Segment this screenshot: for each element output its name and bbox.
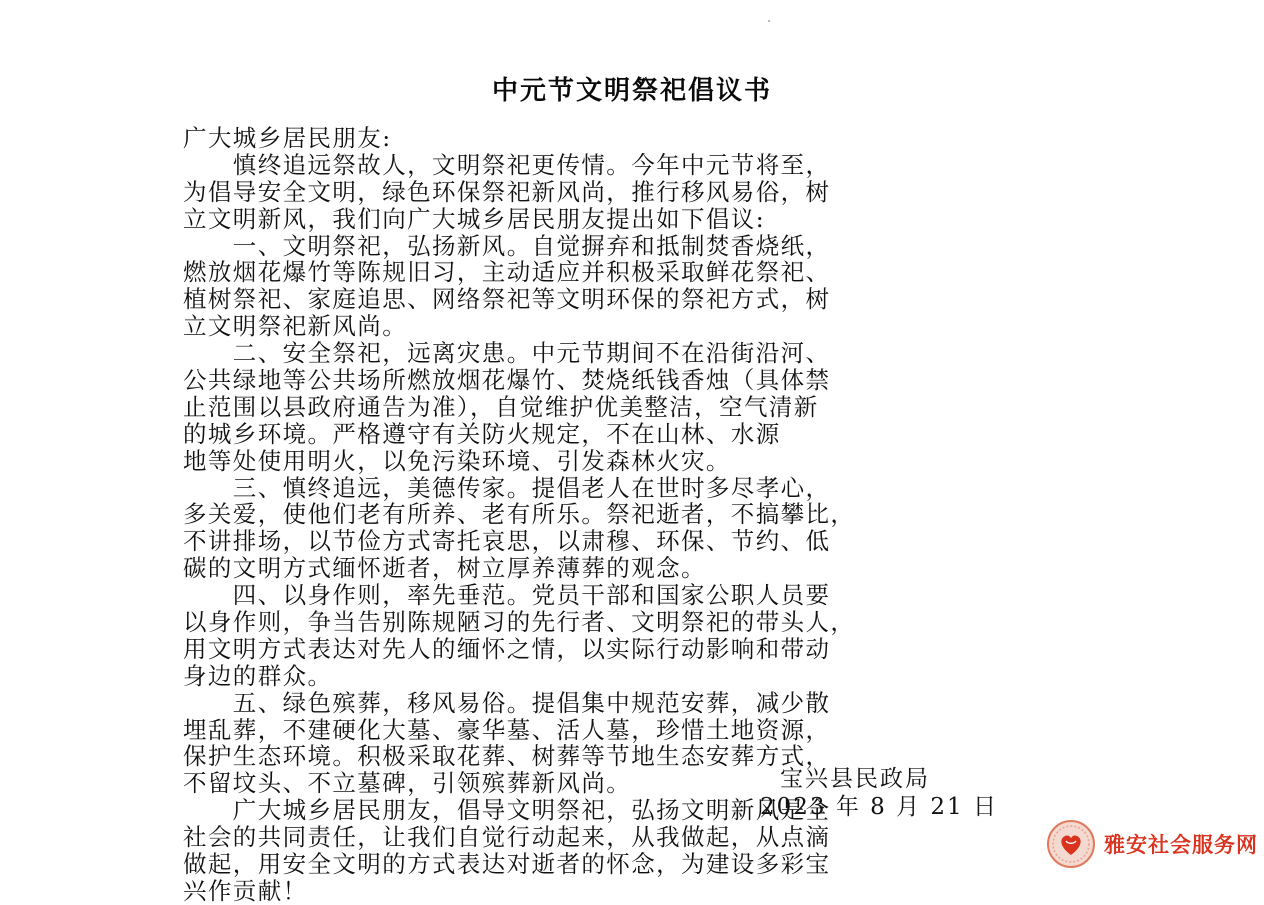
- body-line: 公共绿地等公共场所燃放烟花爆竹、焚烧纸钱香烛（具体禁: [183, 366, 831, 395]
- body-line: 不讲排场，以节俭方式寄托哀思，以肃穆、环保、节约、低: [183, 527, 831, 556]
- body-line: 五、绿色殡葬，移风易俗。提倡集中规范安葬，减少散: [183, 688, 831, 717]
- body-line: 的城乡环境。严格遵守有关防火规定，不在山林、水源: [183, 419, 781, 448]
- body-line: 身边的群众。: [183, 661, 333, 690]
- body-line: 广大城乡居民朋友:: [183, 124, 392, 152]
- document-title: 中元节文明祭祀倡议书: [491, 76, 772, 106]
- body-line: 四、以身作则，率先垂范。党员干部和国家公职人员要: [183, 581, 831, 610]
- watermark-text: 雅安社会服务网: [1104, 833, 1258, 857]
- body-line: 碳的文明方式缅怀逝者，树立厚养薄葬的观念。: [183, 554, 706, 583]
- signature-organization: 宝兴县民政局: [780, 766, 930, 792]
- body-line: 用文明方式表达对先人的缅怀之情，以实际行动影响和带动: [183, 634, 831, 663]
- body-line: 地等处使用明火，以免污染环境、引发森林火灾。: [183, 446, 731, 475]
- signature-date: 2023 年 8 月 21 日: [760, 794, 998, 820]
- body-line: 立文明新风，我们向广大城乡居民朋友提出如下倡议:: [183, 204, 766, 233]
- signature-block: [760, 765, 1030, 821]
- body-line: 多关爱，使他们老有所养、老有所乐。祭祀逝者，不搞攀比，: [183, 500, 856, 529]
- body-line: 保护生态环境。积极采取花葬、树葬等节地生态安葬方式，: [183, 742, 831, 771]
- scan-speck: [768, 20, 770, 22]
- body-line: 埋乱葬，不建硬化大墓、豪华墓、活人墓，珍惜土地资源，: [183, 715, 831, 744]
- body-line: 慎终追远祭故人，文明祭祀更传情。今年中元节将至，: [183, 150, 831, 179]
- body-line: 为倡导安全文明，绿色环保祭祀新风尚，推行移风易俗，树: [183, 177, 831, 206]
- body-line: 以身作则，争当告别陈规陋习的先行者、文明祭祀的带头人，: [183, 608, 856, 637]
- body-line: 立文明祭祀新风尚。: [183, 312, 408, 341]
- body-line: 不留坟头、不立墓碑，引领殡葬新风尚。: [183, 769, 632, 798]
- body-line: 燃放烟花爆竹等陈规旧习，主动适应并积极采取鲜花祭祀、: [183, 258, 831, 287]
- body-line: 广大城乡居民朋友，倡导文明祭祀，弘扬文明新风是全: [183, 796, 831, 825]
- body-line: 兴作贡献！: [183, 876, 308, 905]
- site-watermark: [1046, 816, 1258, 872]
- body-line: 社会的共同责任，让我们自觉行动起来，从我做起，从点滴: [183, 823, 831, 852]
- body-line: 三、慎终追远，美德传家。提倡老人在世时多尽孝心，: [183, 473, 831, 502]
- body-line: 止范围以县政府通告为准），自觉维护优美整洁，空气清新: [183, 392, 819, 421]
- body-line: 植树祭祀、家庭追思、网络祭祀等文明环保的祭祀方式，树: [183, 285, 831, 314]
- body-line: 做起，用安全文明的方式表达对逝者的怀念，为建设多彩宝: [183, 850, 831, 879]
- body-line: 二、安全祭祀，远离灾患。中元节期间不在沿街沿河、: [183, 339, 831, 368]
- heart-seal-icon: [1046, 819, 1096, 869]
- body-line: 一、文明祭祀，弘扬新风。自觉摒弃和抵制焚香烧纸，: [183, 231, 831, 260]
